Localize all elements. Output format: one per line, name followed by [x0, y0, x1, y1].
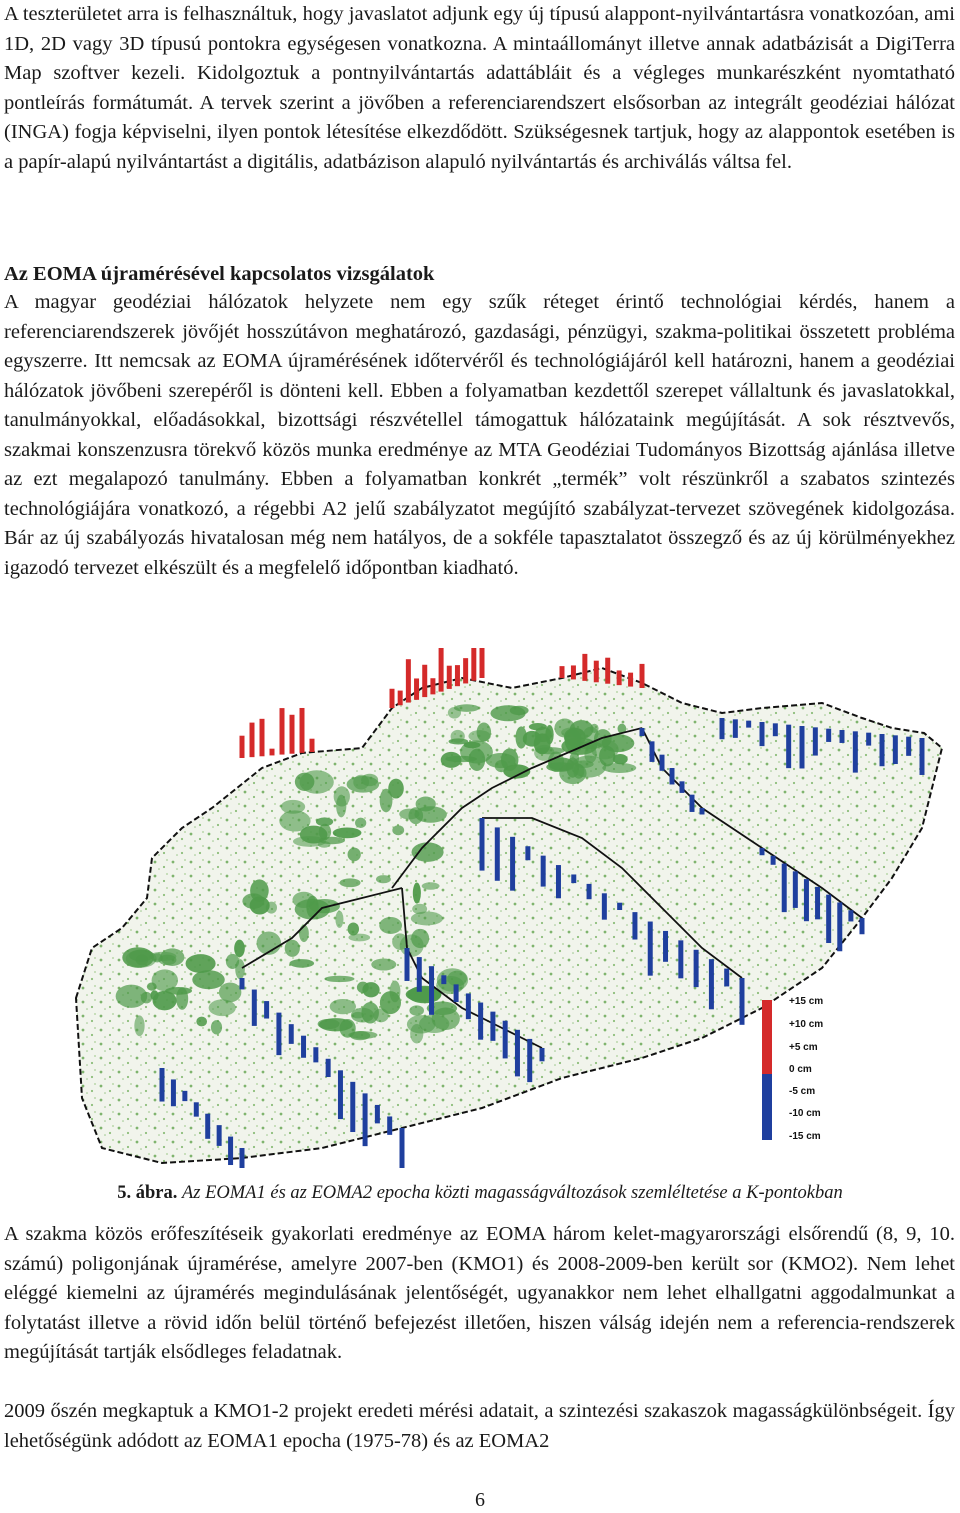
forest-patch [196, 1017, 207, 1027]
subsidence-bar [920, 738, 925, 775]
forest-patch [413, 882, 421, 903]
rise-bar [250, 723, 255, 758]
subsidence-bar [228, 1137, 233, 1165]
height-change-map-figure [62, 648, 960, 1168]
forest-patch [414, 806, 446, 823]
rise-bar [605, 658, 610, 684]
forest-patch [432, 1008, 460, 1030]
subsidence-bar [495, 827, 500, 880]
forest-patch [407, 1015, 436, 1033]
rise-bar [594, 661, 599, 683]
subsidence-bar [709, 959, 714, 1009]
forest-patch [379, 917, 402, 934]
rise-bar [260, 719, 265, 756]
subsidence-bar [417, 957, 422, 992]
forest-patch [299, 925, 309, 942]
subsidence-bar [466, 993, 471, 1019]
forest-patch [348, 934, 370, 942]
paragraph-kmo-data: 2009 őszén megkaptuk a KMO1-2 projekt eredeti mérési adatait, a szintezési szakaszok magasságkülönbségeit. Így lehetőségünk adódott az EOMA1 epocha (1975-78) és az EOMA2 [4, 1400, 955, 1452]
subsidence-bar [660, 755, 665, 771]
rise-bar [439, 648, 444, 692]
subsidence-bar [617, 903, 622, 910]
subsidence-bar [301, 1036, 306, 1058]
forest-patch [330, 999, 356, 1014]
rise-bar [300, 708, 305, 753]
caption-text: Az EOMA1 és az EOMA2 epocha közti magasságváltozások szemléltetése a K-pontokban [181, 1183, 843, 1203]
caption-number: 5. ábra. [117, 1183, 178, 1203]
subsidence-bar [541, 856, 546, 887]
subsidence-bar [510, 837, 515, 891]
forest-patch [334, 786, 350, 806]
forest-patch [316, 817, 333, 826]
forest-patch [318, 841, 331, 848]
forest-patch [285, 940, 300, 957]
forest-patch [411, 929, 429, 948]
subsidence-bar [429, 966, 434, 1015]
forest-patch [309, 899, 340, 913]
subsidence-bar [760, 722, 765, 746]
subsidence-bar [906, 737, 911, 756]
forest-patch [516, 726, 527, 748]
rise-bar [280, 708, 285, 754]
forest-patch [510, 706, 529, 715]
forest-patch [353, 775, 369, 790]
rise-bar [480, 648, 485, 678]
forest-patch [495, 760, 508, 772]
forest-patch [234, 940, 245, 957]
subsidence-bar [826, 729, 831, 742]
subsidence-bar [700, 808, 705, 814]
rise-bar [290, 715, 295, 754]
subsidence-bar [720, 718, 725, 739]
forest-patch [152, 969, 178, 991]
subsidence-bar [454, 984, 459, 1002]
terrain-layer [62, 648, 960, 1168]
subsidence-bar [670, 768, 675, 784]
rise-bar [582, 654, 587, 681]
figure-caption [0, 1180, 960, 1206]
forest-patch [324, 976, 354, 982]
forest-patch [295, 773, 315, 791]
rise-bar [414, 678, 419, 699]
legend-positive-bar [762, 1000, 772, 1074]
rise-bar [447, 666, 452, 689]
forest-patch [350, 1031, 370, 1040]
rise-bar [398, 691, 403, 706]
subsidence-bar [326, 1059, 331, 1077]
forest-patch [279, 810, 310, 831]
subsidence-bar [240, 1148, 245, 1168]
forest-patch [362, 982, 379, 997]
subsidence-bar [746, 721, 751, 728]
forest-patch [534, 733, 551, 754]
subsidence-bar [690, 795, 695, 812]
paragraph-point-registry: A teszterületet arra is felhasználtuk, hogy javaslatot adjunk egy új típusú alappont-nyilvántartásra vonatkozóan, ami 1D, 2D vagy 3D típusú pontokra egységesen vonatkozna. A mintaállományt illetve annak adatbázisát a DigiTerra Map szoftver kezeli. Kidolgoztuk a pontnyilvántartás adattábláit és a végleges munkarészként nyomtatható pontleírás formátumát. A tervek szerint a jövőben a referenciarendszert elsősorban az integrált geodéziai hálózat (INGA) fogja képviselni, ilyen pontok létesítése elkezdődött. Szükségesnek tartjuk, hogy az alappontok esetében is a papír-alapú nyilvántartást a digitális, adatbázison alapuló nyilvántartás és archiválás váltsa fel. [4, 3, 955, 173]
subsidence-bar [773, 723, 778, 736]
forest-patch [447, 971, 467, 987]
legend-label: +10 cm [789, 1019, 824, 1030]
forest-patch [348, 923, 359, 936]
rise-bar [640, 664, 645, 688]
subsidence-bar [252, 990, 257, 1026]
rise-bar [406, 659, 411, 702]
forest-patch [333, 827, 362, 838]
subsidence-bar [375, 1105, 380, 1123]
forest-patch [409, 1005, 424, 1015]
subsidence-bar [837, 902, 842, 951]
rise-bar [471, 648, 476, 681]
forest-patch [355, 818, 366, 828]
subsidence-bar [815, 887, 820, 919]
forest-patch [242, 893, 264, 909]
subsidence-bar [217, 1125, 222, 1146]
subsidence-bar [587, 884, 592, 899]
subsidence-bar [556, 865, 561, 898]
forest-patch [186, 954, 216, 973]
forest-patch [599, 746, 615, 767]
forest-patch [335, 911, 343, 928]
subsidence-bar [840, 730, 845, 743]
subsidence-bar [853, 731, 858, 772]
legend [762, 996, 823, 1142]
subsidence-bar [733, 719, 738, 738]
subsidence-bar [515, 1030, 520, 1077]
subsidence-bar [893, 735, 898, 764]
subsidence-bar [160, 1068, 165, 1102]
subsidence-bar [663, 931, 668, 962]
subsidence-bar [848, 910, 853, 921]
forest-patch [211, 1020, 222, 1034]
forest-patch [412, 842, 444, 861]
forest-patch [392, 825, 404, 835]
legend-negative-bar [762, 1074, 772, 1140]
subsidence-bar [182, 1091, 187, 1101]
forest-patch [192, 970, 224, 989]
rise-bar [390, 689, 395, 708]
subsidence-bar [205, 1114, 210, 1139]
subsidence-bar [289, 1024, 294, 1044]
subsidence-bar [240, 978, 245, 989]
subsidence-bar [171, 1079, 176, 1106]
rise-bar [455, 665, 460, 686]
rise-bar [310, 739, 315, 752]
subsidence-bar [813, 727, 818, 755]
paragraph-geodetic-networks: A magyar geodéziai hálózatok helyzete nem egy szűk réteget érintő technológiai kérdés, hanem a referenciarendszerek jövőjét hosszútávon meghatározó, gazdasági, pénzügyi, szakma-politikai összetett probléma egyszerre. Itt nemcsak az EOMA újramérésének időtervéről és technológiájáról kell határozni, hanem a geodéziai hálózatok jövőbeni szerepéről is dönteni kell. Ebben a folyamatban kezdettől szerepet vállaltunk és javaslatokkal, tanulmányokkal, előadásokkal, bizottsági részvétellel támogattuk hálózataink megújítását. A sok résztvevős, szakmai konszenzusra törekvő közös munka eredménye az MTA Geodéziai Tudományos Bizottság ajánlása illetve az ezt megalapozó tanulmány. Ebben a folyamatban konkrét „termék” volt részünkről a szabatos szintezés technológiájára vonatkozó, a régebbi A2 jelű szabályzatot megújító szabályzat-tervezet szövegének kidolgozása. Bár az új szabályozás hivatalosan még nem hatályos, de a sokféle tapasztalatot összegző és az új körülményekhez igazodó tervezet elkészült és a megfelelő időpontban kiadható. [4, 291, 955, 579]
forest-patch [388, 779, 404, 799]
subsidence-bar [350, 1082, 355, 1132]
subsidence-bar [387, 1116, 392, 1134]
forest-patch [460, 740, 493, 763]
forest-patch [134, 1015, 144, 1036]
forest-patch [477, 723, 491, 742]
subsidence-bar [441, 975, 446, 984]
legend-label: 0 cm [789, 1064, 812, 1075]
paragraph-eoma-remeasurement: A szakma közös erőfeszítéseik gyakorlati eredménye az EOMA három kelet-magyarországi elsőrendű (8, 9, 10. számú) poligonjának újramérése, amelyre 2007-ben (KMO1) és 2008-2009-ben került sor (KMO2). Nem lehet eléggé kiemelni az újramérés megindulásának jelentőségét, ugyanakkor nem lehet elhallgatni aggodalmunkat a folytatást illetve a rövid időn belül történő befejezést illetően, hiszen válság idején nem a referencia-rendszerek megújítását tartják elsődleges feladatnak. [4, 1223, 955, 1363]
rise-bar [560, 666, 565, 678]
forest-patch [371, 959, 396, 971]
rise-bar [422, 665, 427, 697]
subsidence-bar [264, 1001, 269, 1018]
forest-patch [160, 948, 184, 966]
rise-bar [617, 670, 622, 685]
forest-patch [352, 1012, 364, 1018]
subsidence-bar [826, 895, 831, 943]
legend-label: -15 cm [789, 1131, 821, 1142]
subsidence-bar [694, 950, 699, 987]
subsidence-bar [793, 871, 798, 908]
subsidence-bar [786, 725, 791, 768]
rise-bar [463, 658, 468, 683]
subsidence-bar [800, 726, 805, 768]
subsidence-bar [680, 781, 685, 793]
subsidence-bar [540, 1048, 545, 1061]
rise-bar [240, 736, 245, 758]
forest-patch [289, 959, 314, 968]
section-heading: Az EOMA újramérésével kapcsolatos vizsgálatok [4, 263, 435, 285]
subsidence-bar [313, 1047, 318, 1062]
page-number: 6 [475, 1489, 485, 1511]
legend-label: +5 cm [789, 1042, 818, 1053]
subsidence-bar [525, 846, 530, 860]
subsidence-bar [771, 856, 776, 865]
subsidence-bar [527, 1039, 532, 1082]
subsidence-bar [400, 1128, 405, 1168]
subsidence-bar [602, 893, 607, 919]
forest-patch [340, 878, 361, 887]
forest-patch [219, 982, 241, 1002]
forest-patch [266, 902, 277, 914]
subsidence-bar [405, 948, 410, 981]
subsidence-bar [571, 874, 576, 883]
subsidence-bar [880, 734, 885, 766]
subsidence-bar [804, 879, 809, 921]
subsidence-bar [503, 1021, 508, 1059]
subsidence-bar [782, 864, 787, 913]
forest-patch [390, 981, 401, 1003]
subsidence-bar [678, 940, 683, 978]
legend-label: +15 cm [789, 996, 824, 1007]
forest-patch [411, 912, 443, 926]
subsidence-bar [363, 1093, 368, 1146]
subsidence-bar [478, 1003, 483, 1040]
subsidence-bar [648, 922, 653, 976]
forest-patch [141, 992, 152, 1004]
forest-patch [412, 904, 427, 914]
legend-label: -5 cm [789, 1086, 816, 1097]
rise-bar [628, 673, 633, 687]
forest-patch [348, 848, 361, 862]
subsidence-bar [724, 969, 729, 987]
subsidence-bar [632, 912, 637, 939]
subsidence-bar [740, 978, 745, 1025]
forest-patch [226, 954, 239, 969]
forest-patch [150, 990, 158, 1000]
rise-bar [571, 665, 576, 679]
subsidence-bar [866, 733, 871, 746]
forest-patch [422, 882, 440, 889]
subsidence-bar [650, 741, 655, 762]
legend-label: -10 cm [789, 1108, 821, 1119]
hungary-map-image [62, 648, 960, 1168]
forest-patch [318, 1019, 340, 1029]
subsidence-bar [276, 1013, 281, 1056]
subsidence-bar [860, 918, 865, 934]
rise-bar [430, 678, 435, 694]
subsidence-bar [490, 1012, 495, 1041]
forest-patch [376, 875, 391, 883]
subsidence-bar [640, 728, 645, 736]
forest-patch [451, 730, 465, 743]
forest-patch [448, 707, 461, 718]
subsidence-bar [760, 848, 765, 855]
subsidence-bar [194, 1102, 199, 1116]
subsidence-bar [480, 818, 485, 871]
rise-bar [270, 749, 275, 756]
subsidence-bar [338, 1070, 343, 1119]
